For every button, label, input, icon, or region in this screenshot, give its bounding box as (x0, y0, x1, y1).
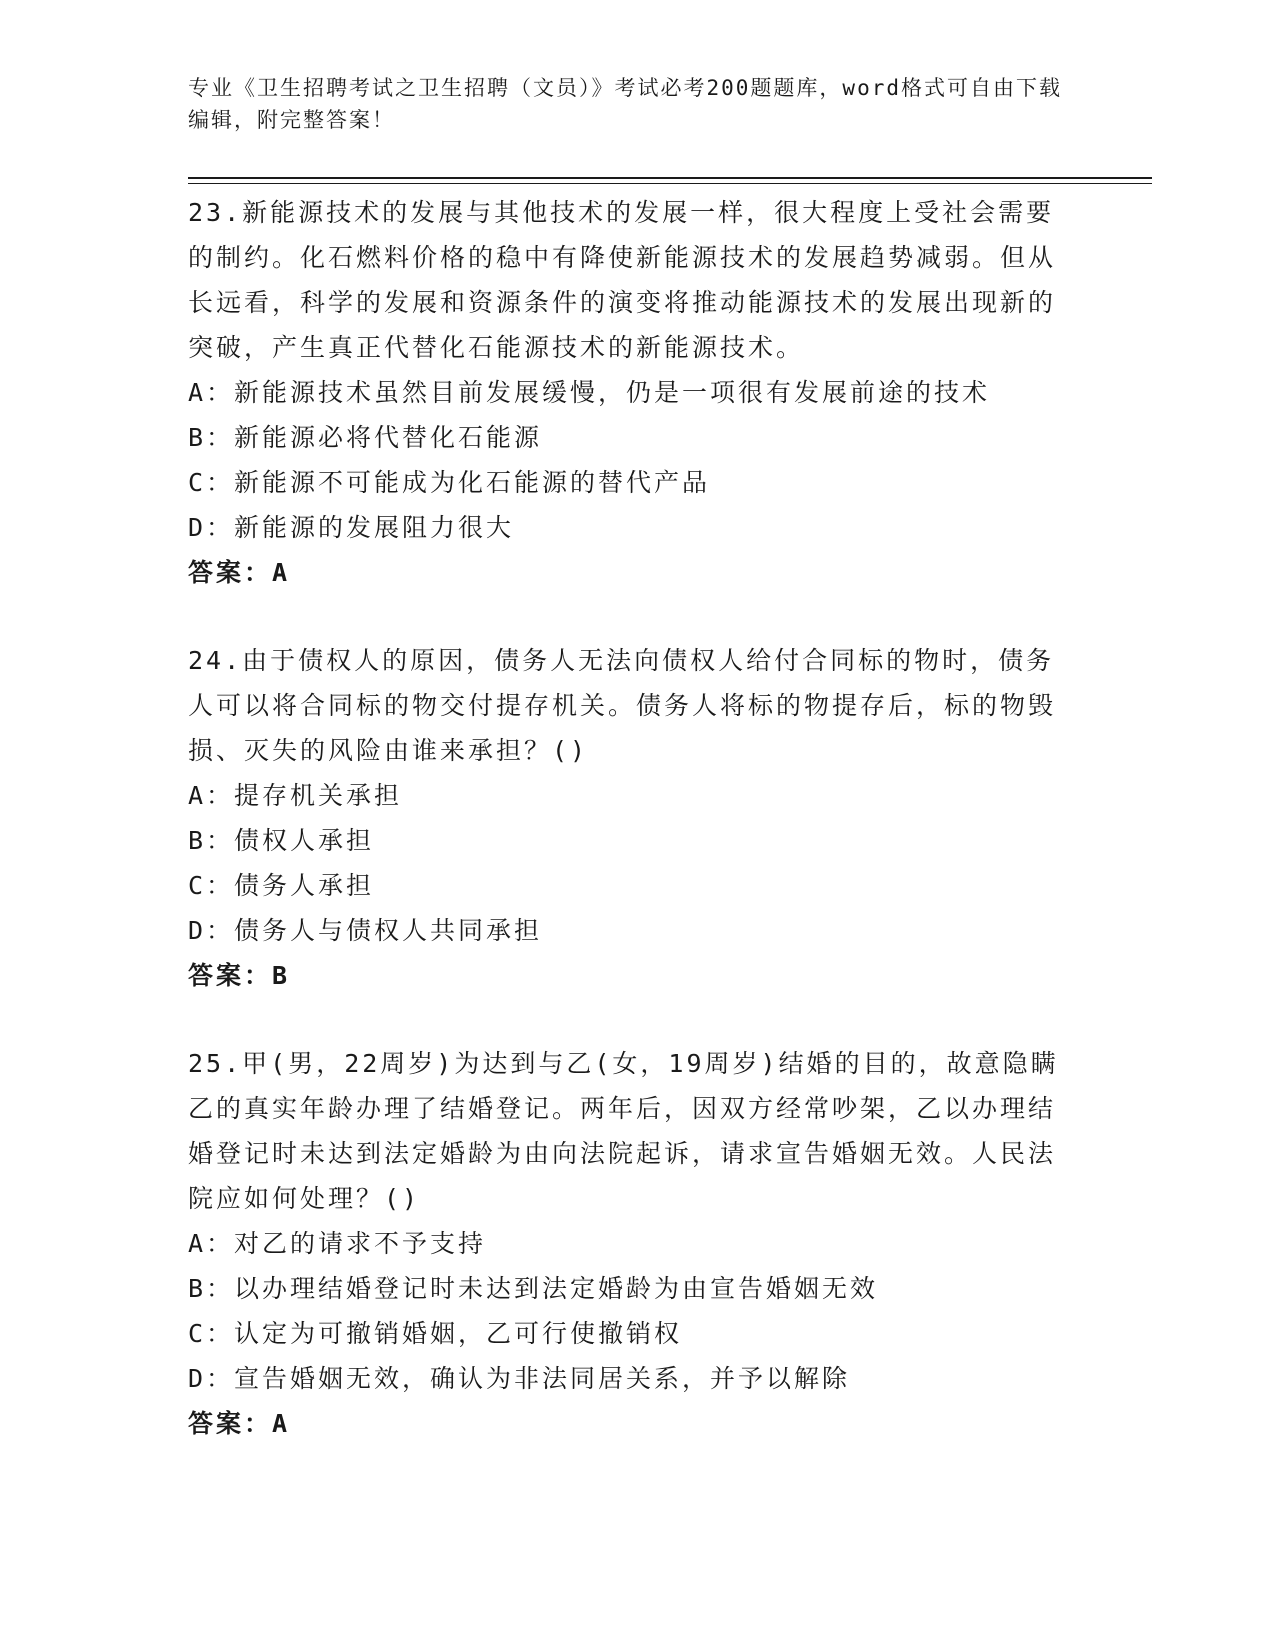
option-d: D：宣告婚姻无效，确认为非法同居关系，并予以解除 (188, 1364, 851, 1393)
option-a: A：对乙的请求不予支持 (188, 1229, 487, 1258)
answer-line: 答案：A (188, 1409, 291, 1438)
option-b: B：以办理结婚登记时未达到法定婚龄为由宣告婚姻无效 (188, 1274, 879, 1303)
option-b: B：债权人承担 (188, 826, 375, 855)
option-d: D：新能源的发展阻力很大 (188, 513, 515, 542)
option-c: C：债务人承担 (188, 871, 375, 900)
question-stem: 24.由于债权人的原因，债务人无法向债权人给付合同标的物时，债务人可以将合同标的物交付提存机关。债务人将标的物提存后，标的物毁损、灭失的风险由谁来承担？() (188, 646, 1057, 765)
question-list (188, 190, 1078, 1489)
option-d: D：债务人与债权人共同承担 (188, 916, 543, 945)
option-a: A：提存机关承担 (188, 781, 403, 810)
header-divider-thick (188, 177, 1152, 179)
answer-line: 答案：A (188, 558, 291, 587)
question-stem: 23.新能源技术的发展与其他技术的发展一样，很大程度上受社会需要的制约。化石燃料价格的稳中有降使新能源技术的发展趋势减弱。但从长远看，科学的发展和资源条件的演变将推动能源技术的发展出现新的突破，产生真正代替化石能源技术的新能源技术。 (188, 198, 1057, 362)
question-25 (188, 1041, 1078, 1446)
question-stem: 25.甲(男，22周岁)为达到与乙(女，19周岁)结婚的目的，故意隐瞒乙的真实年龄办理了结婚登记。两年后，因双方经常吵架，乙以办理结婚登记时未达到法定婚龄为由向法院起诉，请求宣告婚姻无效。人民法院应如何处理？() (188, 1049, 1059, 1213)
option-c: C：认定为可撤销婚姻，乙可行使撤销权 (188, 1319, 683, 1348)
header-divider-thin (188, 183, 1152, 184)
option-a: A：新能源技术虽然目前发展缓慢，仍是一项很有发展前途的技术 (188, 378, 991, 407)
answer-line: 答案：B (188, 961, 291, 990)
option-b: B：新能源必将代替化石能源 (188, 423, 543, 452)
question-23 (188, 190, 1078, 595)
question-24 (188, 638, 1078, 998)
document-header: 专业《卫生招聘考试之卫生招聘（文员）》考试必考200题题库，word格式可自由下载编辑，附完整答案！ (188, 76, 1062, 132)
option-c: C：新能源不可能成为化石能源的替代产品 (188, 468, 711, 497)
